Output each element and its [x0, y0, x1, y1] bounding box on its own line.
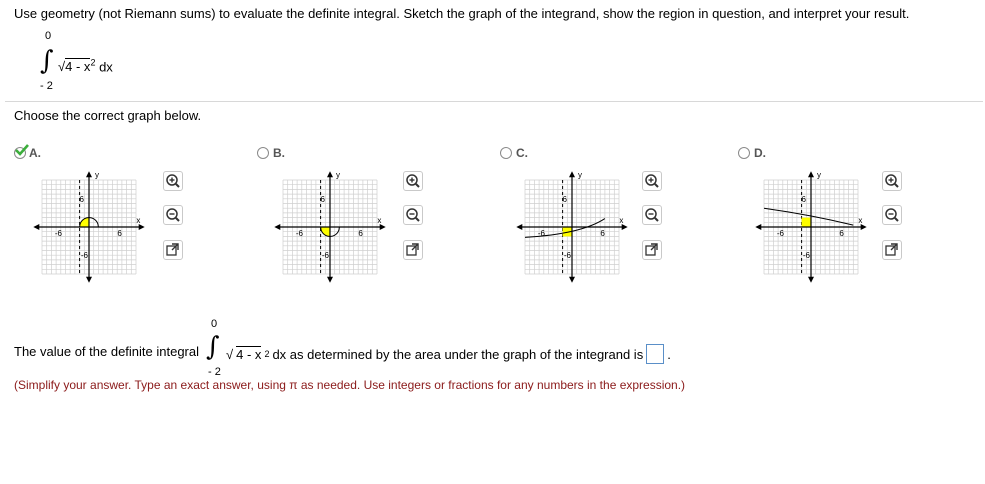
expand-icon [644, 242, 660, 258]
x-arrow [755, 224, 761, 230]
expand-icon [165, 242, 181, 258]
x-arrow [274, 224, 280, 230]
option-c[interactable] [500, 146, 528, 160]
zoom-in-button[interactable] [882, 171, 902, 191]
y-arrow [327, 277, 333, 283]
zoom-in-icon [405, 173, 421, 189]
x-tick-pos: 6 [600, 229, 605, 238]
x-axis-label: x [377, 216, 382, 225]
y-axis-label: y [578, 170, 582, 180]
y-arrow [86, 277, 92, 283]
answer-exponent: 2 [264, 349, 270, 359]
zoom-out-icon [884, 207, 900, 223]
zoom-out-button[interactable] [163, 205, 183, 225]
y-axis-label: y [336, 170, 340, 180]
dx-label: dx [99, 59, 113, 75]
lower-limit: - 2 [40, 80, 53, 92]
option-d-label: D. [754, 146, 766, 160]
checkmark-icon [15, 144, 29, 156]
graph-c[interactable] [507, 162, 637, 303]
x-axis-label: x [619, 216, 624, 225]
integrand: $√4 - x^2$ dx [58, 58, 113, 75]
expand-button[interactable] [882, 240, 902, 260]
y-tick-top: 6 [320, 194, 325, 204]
y-tick-bottom: -6 [802, 251, 810, 261]
option-b[interactable] [257, 146, 285, 160]
y-tick-bottom: -6 [80, 251, 88, 261]
expand-button[interactable] [642, 240, 662, 260]
answer-expression: √ 4 - x 2 dx as determined by the area under the graph of the integrand is . [226, 344, 671, 364]
x-axis-label: x [136, 216, 141, 225]
y-axis-label: y [817, 170, 821, 180]
zoom-in-icon [165, 173, 181, 189]
upper-limit: 0 [45, 30, 52, 42]
y-axis-label: y [95, 170, 99, 180]
y-arrow [569, 277, 575, 283]
answer-middle: dx as determined by the area under the graph of the integrand is [272, 346, 644, 362]
y-tick-bottom: -6 [563, 251, 571, 261]
x-tick-pos: 6 [839, 229, 844, 238]
zoom-out-icon [405, 207, 421, 223]
zoom-in-button[interactable] [642, 171, 662, 191]
y-tick-bottom: -6 [321, 251, 329, 261]
zoom-out-icon [165, 207, 181, 223]
y-arrow [569, 171, 575, 177]
radio-c[interactable] [500, 147, 512, 159]
radio-b[interactable] [257, 147, 269, 159]
zoom-in-icon [884, 173, 900, 189]
zoom-out-button[interactable] [403, 205, 423, 225]
answer-upper-limit: 0 [211, 318, 218, 330]
answer-integral-symbol: ∫ [206, 332, 220, 362]
radio-a[interactable] [14, 147, 26, 159]
option-c-label: C. [516, 146, 528, 160]
y-arrow [808, 277, 814, 283]
x-arrow [33, 224, 39, 230]
zoom-out-button[interactable] [882, 205, 902, 225]
prompt-text: Choose the correct graph below. [14, 108, 202, 123]
graph-d[interactable] [746, 162, 876, 303]
shaded-region [802, 218, 811, 227]
expand-icon [884, 242, 900, 258]
y-arrow [86, 171, 92, 177]
answer-lower-limit: - 2 [208, 366, 221, 378]
zoom-in-button[interactable] [163, 171, 183, 191]
divider [5, 101, 983, 102]
y-tick-top: 6 [801, 194, 806, 204]
x-tick-pos: 6 [117, 229, 122, 238]
x-arrow [516, 224, 522, 230]
x-tick-neg: -6 [295, 229, 304, 238]
hint-text: (Simplify your answer. Type an exact answer, using π as needed. Use integers or fractions for any numbers in the expression.) [14, 378, 686, 392]
graph-b[interactable] [265, 162, 395, 303]
expand-icon [405, 242, 421, 258]
option-d[interactable] [738, 146, 766, 160]
answer-integrand: 4 - x [236, 347, 262, 362]
y-tick-top: 6 [79, 194, 84, 204]
integral-symbol: ∫ [40, 46, 54, 76]
expand-button[interactable] [403, 240, 423, 260]
option-a-label: A. [29, 146, 41, 160]
option-a[interactable] [14, 146, 41, 160]
x-tick-neg: -6 [54, 229, 63, 238]
x-tick-neg: -6 [537, 229, 546, 238]
answer-prefix: The value of the definite integral [14, 344, 200, 359]
y-arrow [327, 171, 333, 177]
answer-input[interactable] [646, 344, 664, 364]
expand-button[interactable] [163, 240, 183, 260]
answer-suffix: . [667, 346, 671, 362]
y-tick-top: 6 [562, 194, 567, 204]
question-text: Use geometry (not Riemann sums) to evaluate the definite integral. Sketch the graph of the integrand, show the region in question, and interpret your result. [14, 6, 910, 21]
y-arrow [808, 171, 814, 177]
x-axis-label: x [858, 216, 863, 225]
zoom-out-button[interactable] [642, 205, 662, 225]
zoom-in-button[interactable] [403, 171, 423, 191]
option-b-label: B. [273, 146, 285, 160]
x-tick-pos: 6 [358, 229, 363, 238]
zoom-in-icon [644, 173, 660, 189]
zoom-out-icon [644, 207, 660, 223]
graph-a[interactable] [24, 162, 154, 303]
x-tick-neg: -6 [776, 229, 785, 238]
radio-d[interactable] [738, 147, 750, 159]
